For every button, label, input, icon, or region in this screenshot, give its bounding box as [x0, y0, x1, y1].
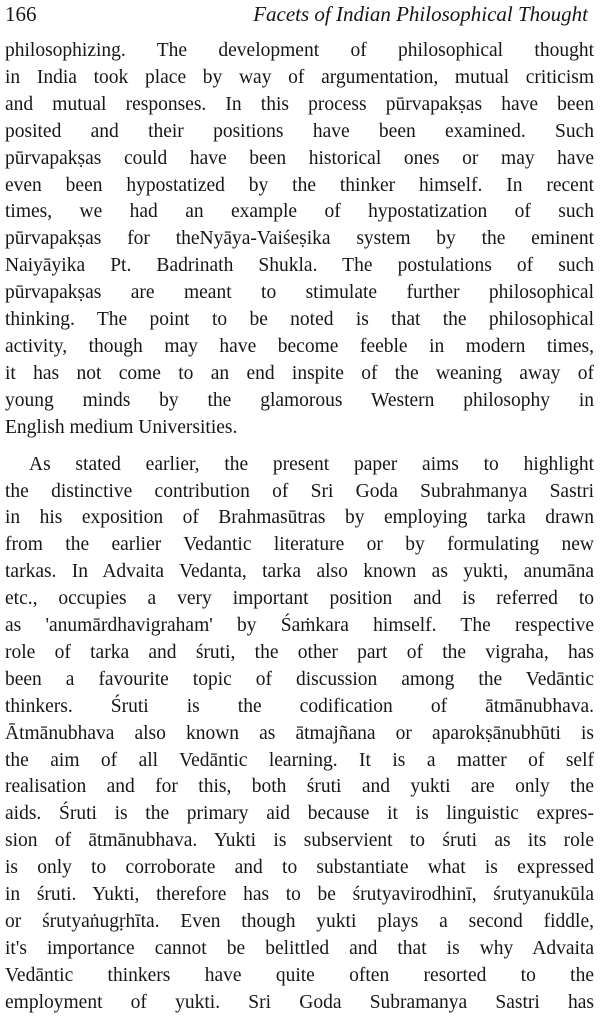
text-line: times, we had an example of hypostatization of such [5, 201, 594, 223]
text-line: the distinctive contribution of Sri Goda Subrahmanya Sastri [5, 480, 594, 502]
text-line: from the earlier Vedantic literature or by formulating new [5, 534, 594, 556]
text-line: Vedāntic thinkers have quite often resorted to the [5, 964, 594, 986]
text-line: even been hypostatized by the thinker himself. In recent [5, 174, 594, 196]
text-line: employment of yukti. Sri Goda Subramanya Sastri has [5, 991, 594, 1013]
text-line: in his exposition of Brahmasūtras by employing tarka drawn [5, 507, 594, 529]
paragraph-1 [5, 38, 594, 442]
text-line: tarkas. In Advaita Vedanta, tarka also known as yukti, anumāna [5, 561, 594, 583]
text-line: etc., occupies a very important position and is referred to [5, 588, 594, 610]
page-number: 166 [5, 2, 37, 26]
text-line: activity, though may have become feeble in modern times, [5, 335, 594, 357]
text-line: is only to corroborate and to substantiate what is expressed [5, 857, 594, 879]
text-line: English medium Universities. [5, 416, 238, 438]
text-line: and mutual responses. In this process pūrvapakṣas have been [5, 93, 594, 115]
running-title: Facets of Indian Philosophical Thought [253, 2, 588, 26]
text-line: it has not come to an end inspite of the weaning away of [5, 362, 594, 384]
text-line: or śrutyaṅugṛhīta. Even though yukti plays a second fiddle, [5, 911, 594, 932]
running-head [5, 1, 594, 31]
text-line: been a favourite topic of discussion among the Vedāntic [5, 668, 594, 690]
text-line: in India took place by way of argumentation, mutual criticism [5, 66, 594, 88]
body-text [5, 38, 594, 1017]
text-line: thinkers. Śruti is the codification of ātmānubhava. [5, 695, 594, 717]
text-line: philosophizing. The development of philosophical thought [5, 40, 594, 61]
paragraph-2 [5, 452, 594, 1017]
text-line: As stated earlier, the present paper aims to highlight [29, 453, 594, 475]
text-line: the aim of all Vedāntic learning. It is a matter of self [5, 749, 594, 771]
text-line: posited and their positions have been examined. Such [5, 120, 594, 142]
text-line: aids. Śruti is the primary aid because it is linguistic expres- [5, 803, 594, 825]
text-line: role of tarka and śruti, the other part of the vigraha, has [5, 641, 594, 663]
text-line: young minds by the glamorous Western philosophy in [5, 389, 594, 411]
text-line: pūrvapakṣas are meant to stimulate further philosophical [5, 282, 594, 304]
text-line: pūrvapakṣas for theNyāya-Vaiśeṣika system by the eminent [5, 228, 594, 250]
text-line: Ātmānubhava also known as ātmajñana or aparokṣānubhūti is [5, 722, 594, 744]
text-line: in śruti. Yukti, therefore has to be śrutyavirodhinī, śrutyanukūla [5, 884, 594, 906]
text-line: pūrvapakṣas could have been historical ones or may have [5, 147, 594, 169]
text-line: realisation and for this, both śruti and yukti are only the [5, 776, 594, 798]
text-line: sion of ātmānubhava. Yukti is subservient to śruti as its role [5, 830, 594, 852]
text-line: it's importance cannot be belittled and that is why Advaita [5, 937, 594, 959]
book-page [5, 0, 594, 1013]
text-line: thinking. The point to be noted is that the philosophical [5, 309, 594, 331]
text-line: as 'anumārdhavigraham' by Śaṁkara himself. The respective [5, 615, 594, 637]
text-line: Naiyāyika Pt. Badrinath Shukla. The postulations of such [5, 255, 594, 277]
